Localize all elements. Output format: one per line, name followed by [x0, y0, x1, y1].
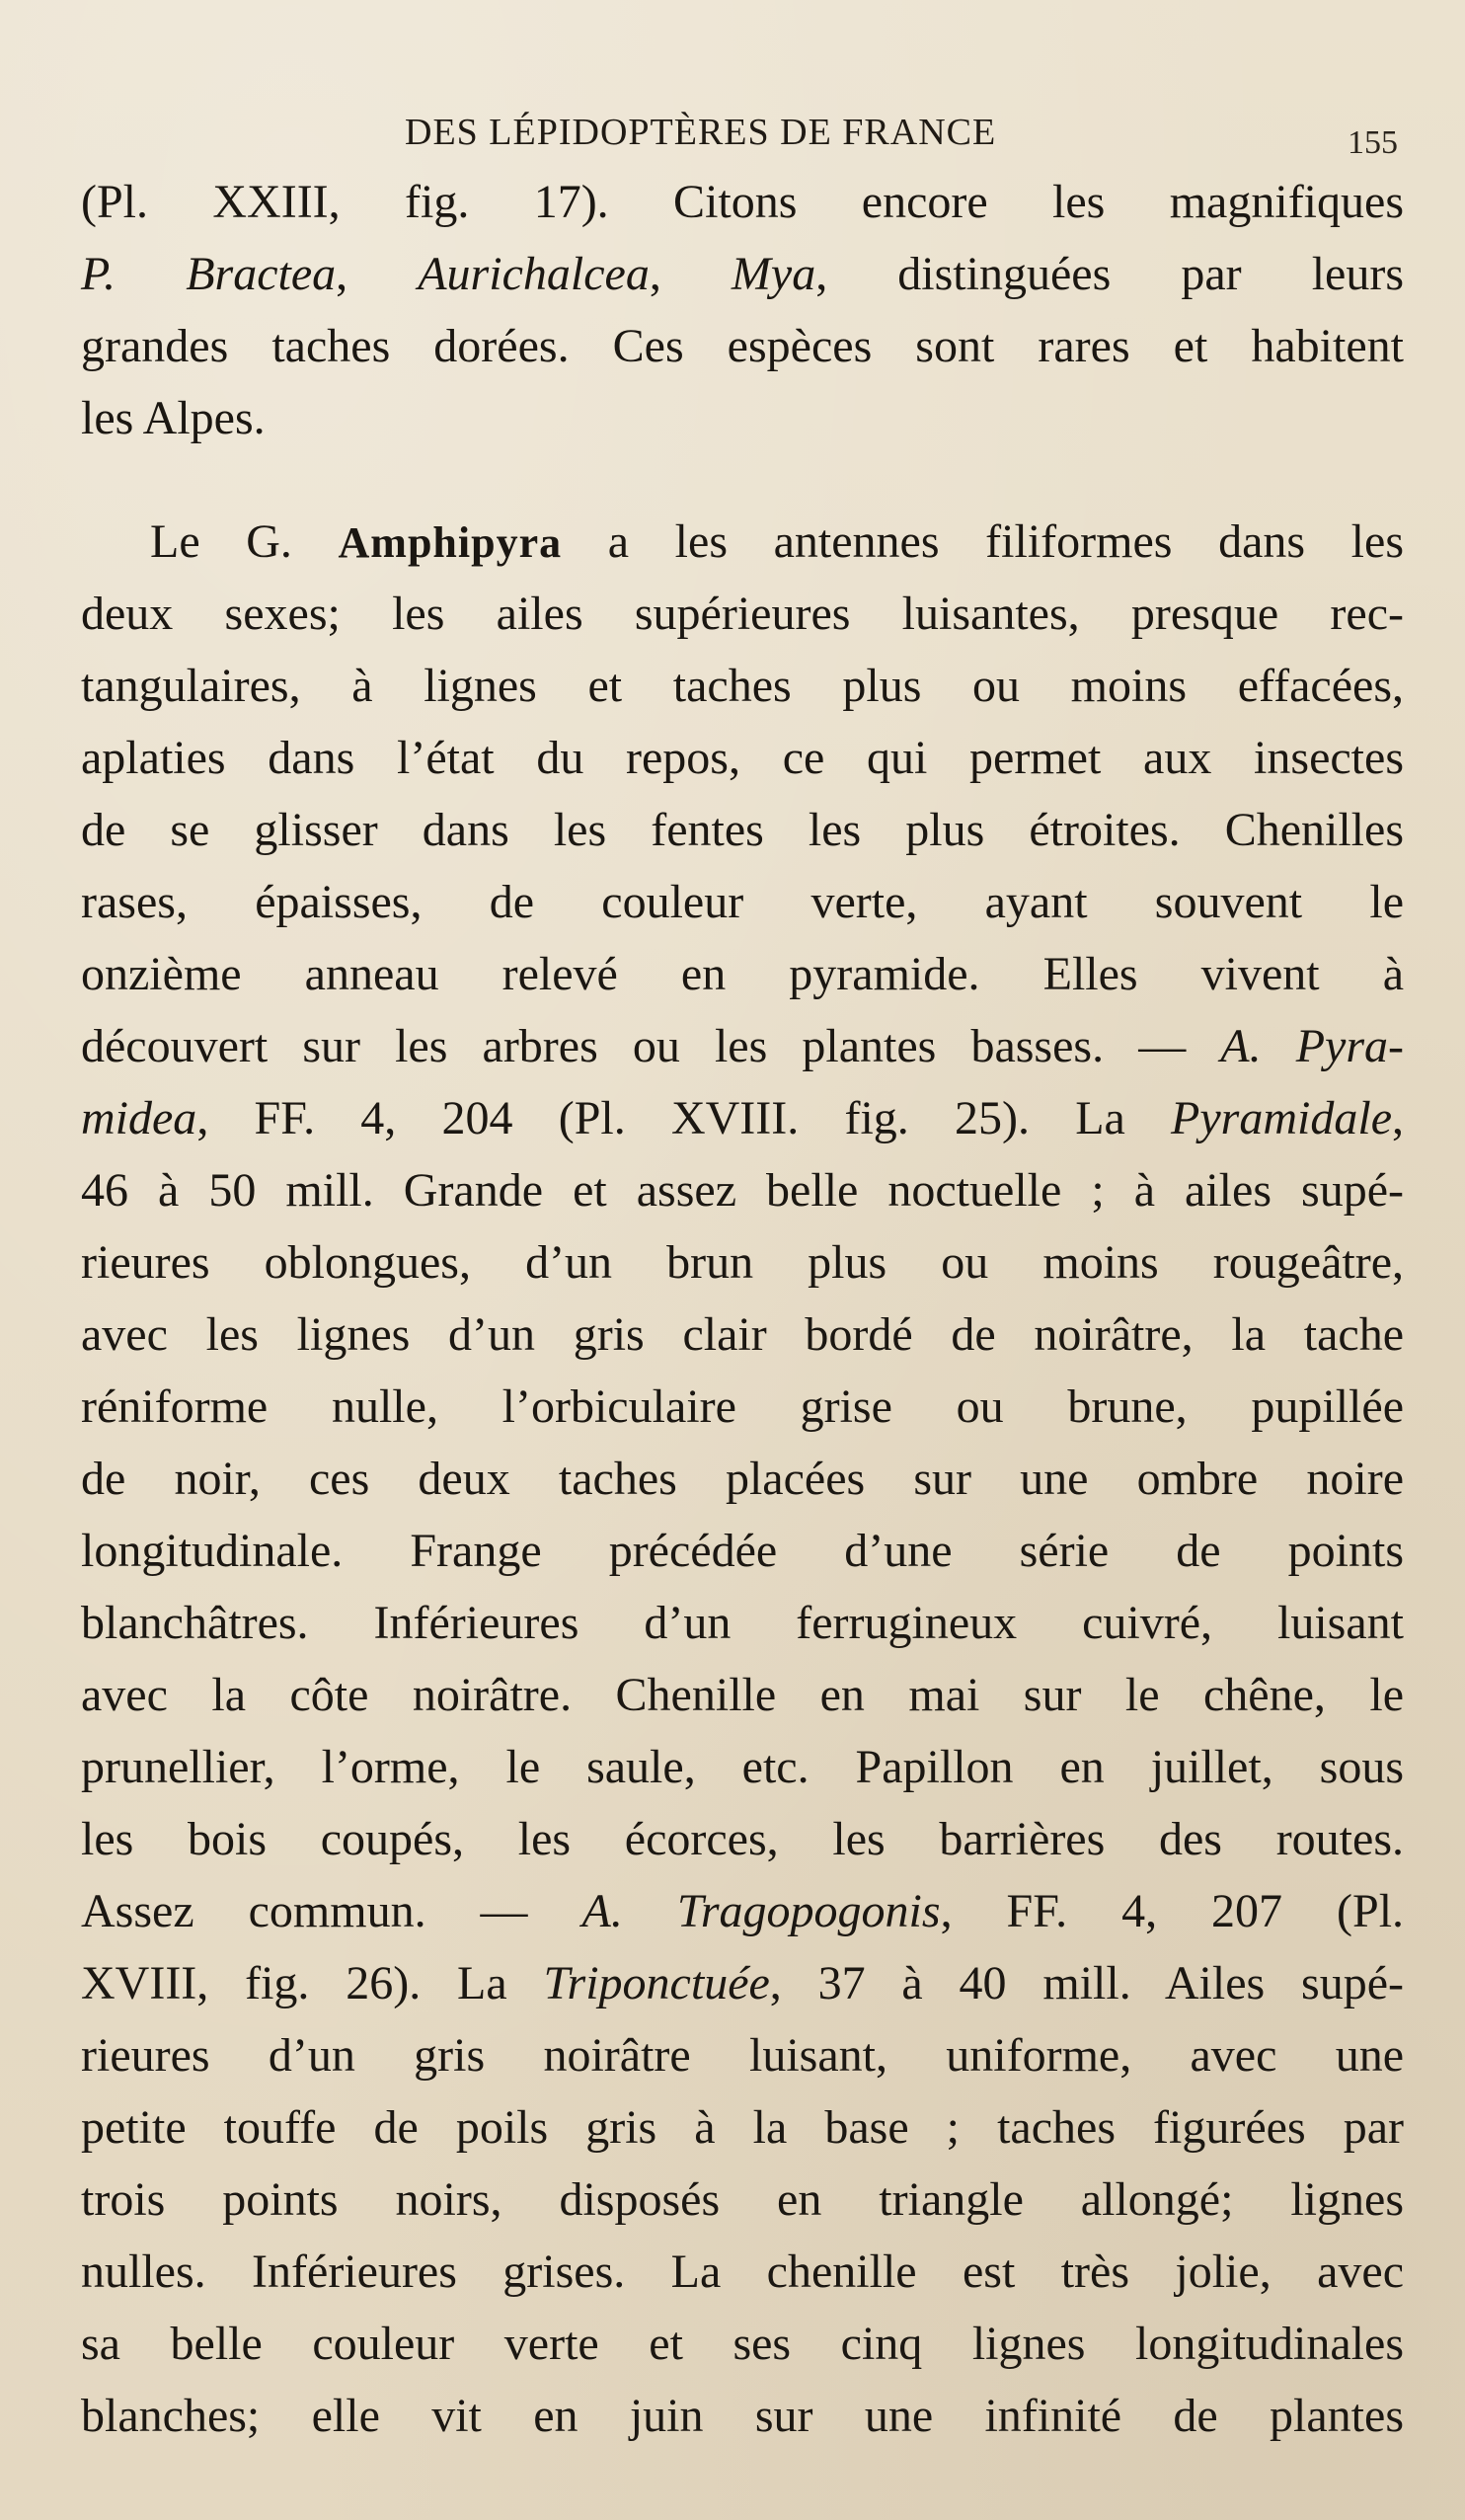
- italic-term: Pyramidale: [1171, 1092, 1392, 1144]
- text-line: [81, 2091, 1404, 2164]
- text-run: , 37 à 40 mill. Ailes supé-: [769, 1957, 1404, 2009]
- text-line: [81, 650, 1404, 722]
- text-run: avec les lignes d’un gris clair bordé de noirâtre, la tache: [81, 1308, 1404, 1361]
- text-run: rieures d’un gris noirâtre luisant, uniforme, avec une: [81, 2029, 1404, 2082]
- text-run: aplaties dans l’état du repos, ce qui permet aux insectes: [81, 732, 1404, 784]
- text-line: [81, 2164, 1404, 2236]
- text-line: [81, 1515, 1404, 1587]
- text-run: rieures oblongues, d’un brun plus ou moins rougeâtre,: [81, 1236, 1404, 1289]
- text-run: a les antennes filiformes dans les: [562, 515, 1404, 568]
- italic-term: P. Bractea: [81, 248, 337, 300]
- text-line: [81, 238, 1404, 310]
- running-head: [0, 111, 1465, 170]
- text-run: , FF. 4, 204 (Pl. XVIII. fig. 25). La: [196, 1092, 1172, 1144]
- text-line: [81, 1154, 1404, 1226]
- italic-term: Mya: [731, 248, 816, 300]
- text-run: ,: [1392, 1092, 1404, 1144]
- text-line: [81, 866, 1404, 938]
- text-line: [81, 722, 1404, 794]
- text-run: petite touffe de poils gris à la base ; taches figurées par: [81, 2101, 1404, 2154]
- text-line: [81, 1371, 1404, 1443]
- italic-term: Aurichalcea: [418, 248, 650, 300]
- paragraph-gap: [81, 454, 1404, 506]
- text-run: trois points noirs, disposés en triangle allongé; lignes: [81, 2173, 1404, 2226]
- text-run: les bois coupés, les écorces, les barrières des routes.: [81, 1813, 1404, 1865]
- text-line: [81, 506, 1404, 578]
- text-line: [81, 2380, 1404, 2452]
- text-run: les Alpes.: [81, 392, 266, 444]
- text-run: nulles. Inférieures grises. La chenille est très jolie, avec: [81, 2245, 1404, 2298]
- text-line: [81, 1875, 1404, 1947]
- text-run: blanches; elle vit en juin sur une infinité de plantes: [81, 2390, 1404, 2442]
- text-run: tangulaires, à lignes et taches plus ou moins effacées,: [81, 660, 1404, 712]
- text-line: [81, 2019, 1404, 2091]
- paragraph: [81, 506, 1404, 2452]
- text-line: [81, 1947, 1404, 2019]
- text-line: [81, 1587, 1404, 1659]
- text-line: [81, 938, 1404, 1010]
- text-line: [81, 1731, 1404, 1803]
- text-run: Le G.: [150, 515, 339, 568]
- paragraph: [81, 166, 1404, 454]
- text-line: [81, 166, 1404, 238]
- text-line: [81, 1803, 1404, 1875]
- text-run: XVIII, fig. 26). La: [81, 1957, 544, 2009]
- text-run: prunellier, l’orme, le saule, etc. Papillon en juillet, sous: [81, 1741, 1404, 1793]
- text-line: [81, 794, 1404, 866]
- italic-term: A. Tragopogonis: [581, 1885, 941, 1937]
- text-run: 46 à 50 mill. Grande et assez belle noctuelle ; à ailes supé-: [81, 1164, 1404, 1217]
- text-line: [81, 1443, 1404, 1515]
- genus-name: Amphipyra: [338, 518, 563, 567]
- text-run: onzième anneau relevé en pyramide. Elles vivent à: [81, 948, 1404, 1000]
- italic-term: Triponctuée: [543, 1957, 770, 2009]
- page-number: 155: [1348, 124, 1398, 161]
- text-line: [81, 2308, 1404, 2380]
- text-run: de se glisser dans les fentes les plus étroites. Chenilles: [81, 804, 1404, 856]
- text-run: (Pl. XXIII, fig. 17). Citons encore les magnifiques: [81, 176, 1404, 228]
- text-run: , FF. 4, 207 (Pl.: [940, 1885, 1405, 1937]
- text-line: [81, 310, 1404, 382]
- text-run: , distinguées par leurs: [815, 248, 1404, 300]
- text-run: avec la côte noirâtre. Chenille en mai sur le chêne, le: [81, 1669, 1404, 1721]
- italic-term: midea: [81, 1092, 197, 1144]
- text-run: longitudinale. Frange précédée d’une série de points: [81, 1525, 1404, 1577]
- text-run: rases, épaisses, de couleur verte, ayant souvent le: [81, 876, 1404, 928]
- text-run: ,: [649, 248, 732, 300]
- text-run: sa belle couleur verte et ses cinq lignes longitudinales: [81, 2318, 1404, 2370]
- text-line: [81, 1226, 1404, 1299]
- text-line: [81, 1082, 1404, 1154]
- text-line: [81, 2236, 1404, 2308]
- text-line: [81, 1299, 1404, 1371]
- running-title: DES LÉPIDOPTÈRES DE FRANCE: [405, 112, 997, 153]
- text-run: ,: [336, 248, 419, 300]
- text-run: découvert sur les arbres ou les plantes basses. —: [81, 1020, 1221, 1072]
- text-run: blanchâtres. Inférieures d’un ferrugineux cuivré, luisant: [81, 1597, 1404, 1649]
- body-text: [81, 166, 1404, 2452]
- text-line: [81, 1010, 1404, 1082]
- text-run: de noir, ces deux taches placées sur une ombre noire: [81, 1453, 1404, 1505]
- text-run: grandes taches dorées. Ces espèces sont rares et habitent: [81, 320, 1404, 372]
- text-line: [81, 382, 1404, 454]
- italic-term: A. Pyra-: [1220, 1020, 1405, 1072]
- text-run: Assez commun. —: [81, 1885, 582, 1937]
- text-run: deux sexes; les ailes supérieures luisantes, presque rec-: [81, 588, 1404, 640]
- text-line: [81, 578, 1404, 650]
- text-run: réniforme nulle, l’orbiculaire grise ou brune, pupillée: [81, 1380, 1404, 1433]
- text-line: [81, 1659, 1404, 1731]
